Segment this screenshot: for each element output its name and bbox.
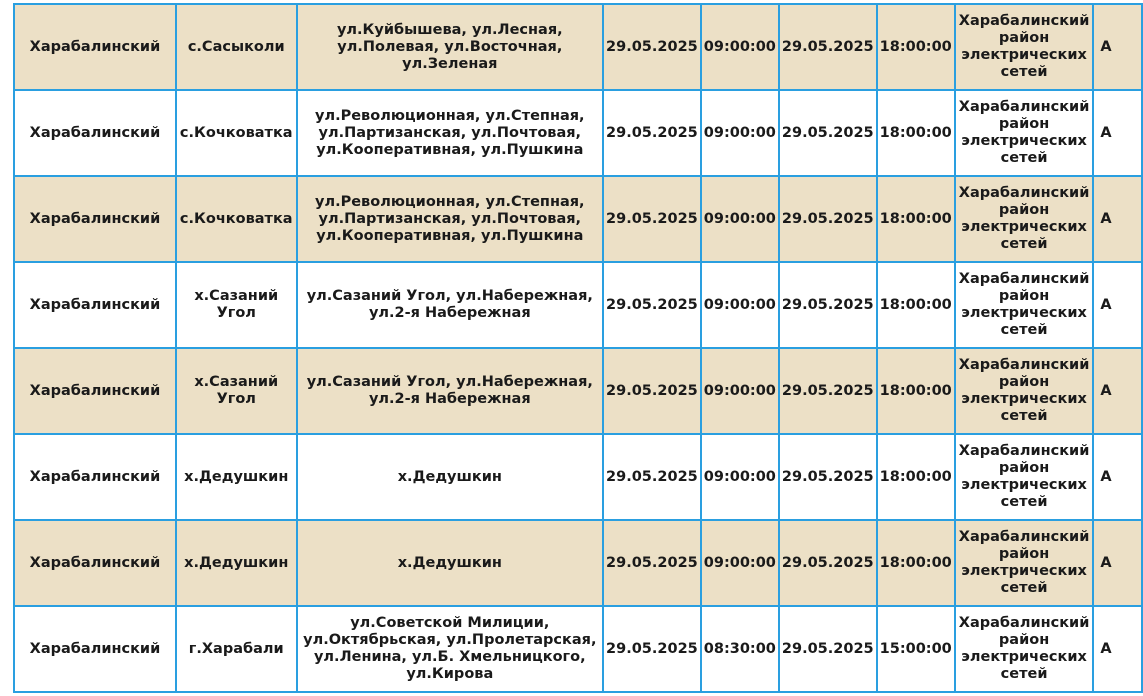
locality-cell: с.Кочковатка bbox=[176, 176, 297, 262]
locality-cell: х.Сазаний Угол bbox=[176, 262, 297, 348]
end-time-cell: 15:00:00 bbox=[877, 606, 955, 692]
start-date-cell: 29.05.2025 bbox=[603, 434, 701, 520]
organization-cell: Харабалинский район электрических сетей bbox=[955, 520, 1094, 606]
start-time-cell: 09:00:00 bbox=[701, 176, 779, 262]
organization-cell: Харабалинский район электрических сетей bbox=[955, 606, 1094, 692]
end-date-cell: 29.05.2025 bbox=[779, 4, 877, 90]
streets-cell: х.Дедушкин bbox=[297, 434, 603, 520]
end-time-cell: 18:00:00 bbox=[877, 176, 955, 262]
end-time-cell: 18:00:00 bbox=[877, 434, 955, 520]
start-date-cell: 29.05.2025 bbox=[603, 520, 701, 606]
organization-cell: Харабалинский район электрических сетей bbox=[955, 434, 1094, 520]
end-date-cell: 29.05.2025 bbox=[779, 262, 877, 348]
end-time-cell: 18:00:00 bbox=[877, 520, 955, 606]
start-time-cell: 08:30:00 bbox=[701, 606, 779, 692]
district-cell: Харабалинский bbox=[14, 348, 176, 434]
organization-cell: Харабалинский район электрических сетей bbox=[955, 4, 1094, 90]
table-row bbox=[14, 4, 1142, 90]
start-date-cell: 29.05.2025 bbox=[603, 90, 701, 176]
start-date-cell: 29.05.2025 bbox=[603, 262, 701, 348]
organization-cell: Харабалинский район электрических сетей bbox=[955, 348, 1094, 434]
extra-cell: А bbox=[1093, 262, 1142, 348]
streets-cell: ул.Сазаний Угол, ул.Набережная, ул.2-я Набережная bbox=[297, 348, 603, 434]
district-cell: Харабалинский bbox=[14, 520, 176, 606]
locality-cell: х.Сазаний Угол bbox=[176, 348, 297, 434]
locality-cell: х.Дедушкин bbox=[176, 520, 297, 606]
end-time-cell: 18:00:00 bbox=[877, 4, 955, 90]
start-date-cell: 29.05.2025 bbox=[603, 176, 701, 262]
outage-schedule-table bbox=[13, 3, 1143, 693]
streets-cell: ул.Сазаний Угол, ул.Набережная, ул.2-я Набережная bbox=[297, 262, 603, 348]
extra-cell: А bbox=[1093, 90, 1142, 176]
streets-cell: ул.Советской Милиции, ул.Октябрьская, ул.Пролетарская, ул.Ленина, ул.Б. Хмельницкого, ул.Кирова bbox=[297, 606, 603, 692]
table-row bbox=[14, 90, 1142, 176]
extra-cell: А bbox=[1093, 348, 1142, 434]
start-time-cell: 09:00:00 bbox=[701, 262, 779, 348]
district-cell: Харабалинский bbox=[14, 606, 176, 692]
organization-cell: Харабалинский район электрических сетей bbox=[955, 176, 1094, 262]
streets-cell: ул.Революционная, ул.Степная, ул.Партизанская, ул.Почтовая, ул.Кооперативная, ул.Пушкина bbox=[297, 176, 603, 262]
table-row bbox=[14, 262, 1142, 348]
locality-cell: г.Харабали bbox=[176, 606, 297, 692]
extra-cell: А bbox=[1093, 606, 1142, 692]
district-cell: Харабалинский bbox=[14, 90, 176, 176]
end-date-cell: 29.05.2025 bbox=[779, 520, 877, 606]
end-time-cell: 18:00:00 bbox=[877, 90, 955, 176]
start-time-cell: 09:00:00 bbox=[701, 520, 779, 606]
streets-cell: ул.Революционная, ул.Степная, ул.Партизанская, ул.Почтовая, ул.Кооперативная, ул.Пушкина bbox=[297, 90, 603, 176]
locality-cell: с.Кочковатка bbox=[176, 90, 297, 176]
extra-cell: А bbox=[1093, 434, 1142, 520]
end-date-cell: 29.05.2025 bbox=[779, 176, 877, 262]
table-row bbox=[14, 176, 1142, 262]
table-row bbox=[14, 434, 1142, 520]
locality-cell: с.Сасыколи bbox=[176, 4, 297, 90]
start-date-cell: 29.05.2025 bbox=[603, 606, 701, 692]
organization-cell: Харабалинский район электрических сетей bbox=[955, 262, 1094, 348]
end-time-cell: 18:00:00 bbox=[877, 348, 955, 434]
end-date-cell: 29.05.2025 bbox=[779, 90, 877, 176]
table-row bbox=[14, 606, 1142, 692]
start-time-cell: 09:00:00 bbox=[701, 434, 779, 520]
table-body bbox=[14, 4, 1142, 692]
district-cell: Харабалинский bbox=[14, 434, 176, 520]
extra-cell: А bbox=[1093, 520, 1142, 606]
streets-cell: х.Дедушкин bbox=[297, 520, 603, 606]
locality-cell: х.Дедушкин bbox=[176, 434, 297, 520]
streets-cell: ул.Куйбышева, ул.Лесная, ул.Полевая, ул.Восточная, ул.Зеленая bbox=[297, 4, 603, 90]
end-date-cell: 29.05.2025 bbox=[779, 434, 877, 520]
district-cell: Харабалинский bbox=[14, 262, 176, 348]
district-cell: Харабалинский bbox=[14, 4, 176, 90]
end-date-cell: 29.05.2025 bbox=[779, 348, 877, 434]
start-time-cell: 09:00:00 bbox=[701, 4, 779, 90]
extra-cell: А bbox=[1093, 4, 1142, 90]
start-date-cell: 29.05.2025 bbox=[603, 4, 701, 90]
start-time-cell: 09:00:00 bbox=[701, 348, 779, 434]
start-date-cell: 29.05.2025 bbox=[603, 348, 701, 434]
end-date-cell: 29.05.2025 bbox=[779, 606, 877, 692]
extra-cell: А bbox=[1093, 176, 1142, 262]
start-time-cell: 09:00:00 bbox=[701, 90, 779, 176]
district-cell: Харабалинский bbox=[14, 176, 176, 262]
table-row bbox=[14, 520, 1142, 606]
table-row bbox=[14, 348, 1142, 434]
end-time-cell: 18:00:00 bbox=[877, 262, 955, 348]
organization-cell: Харабалинский район электрических сетей bbox=[955, 90, 1094, 176]
